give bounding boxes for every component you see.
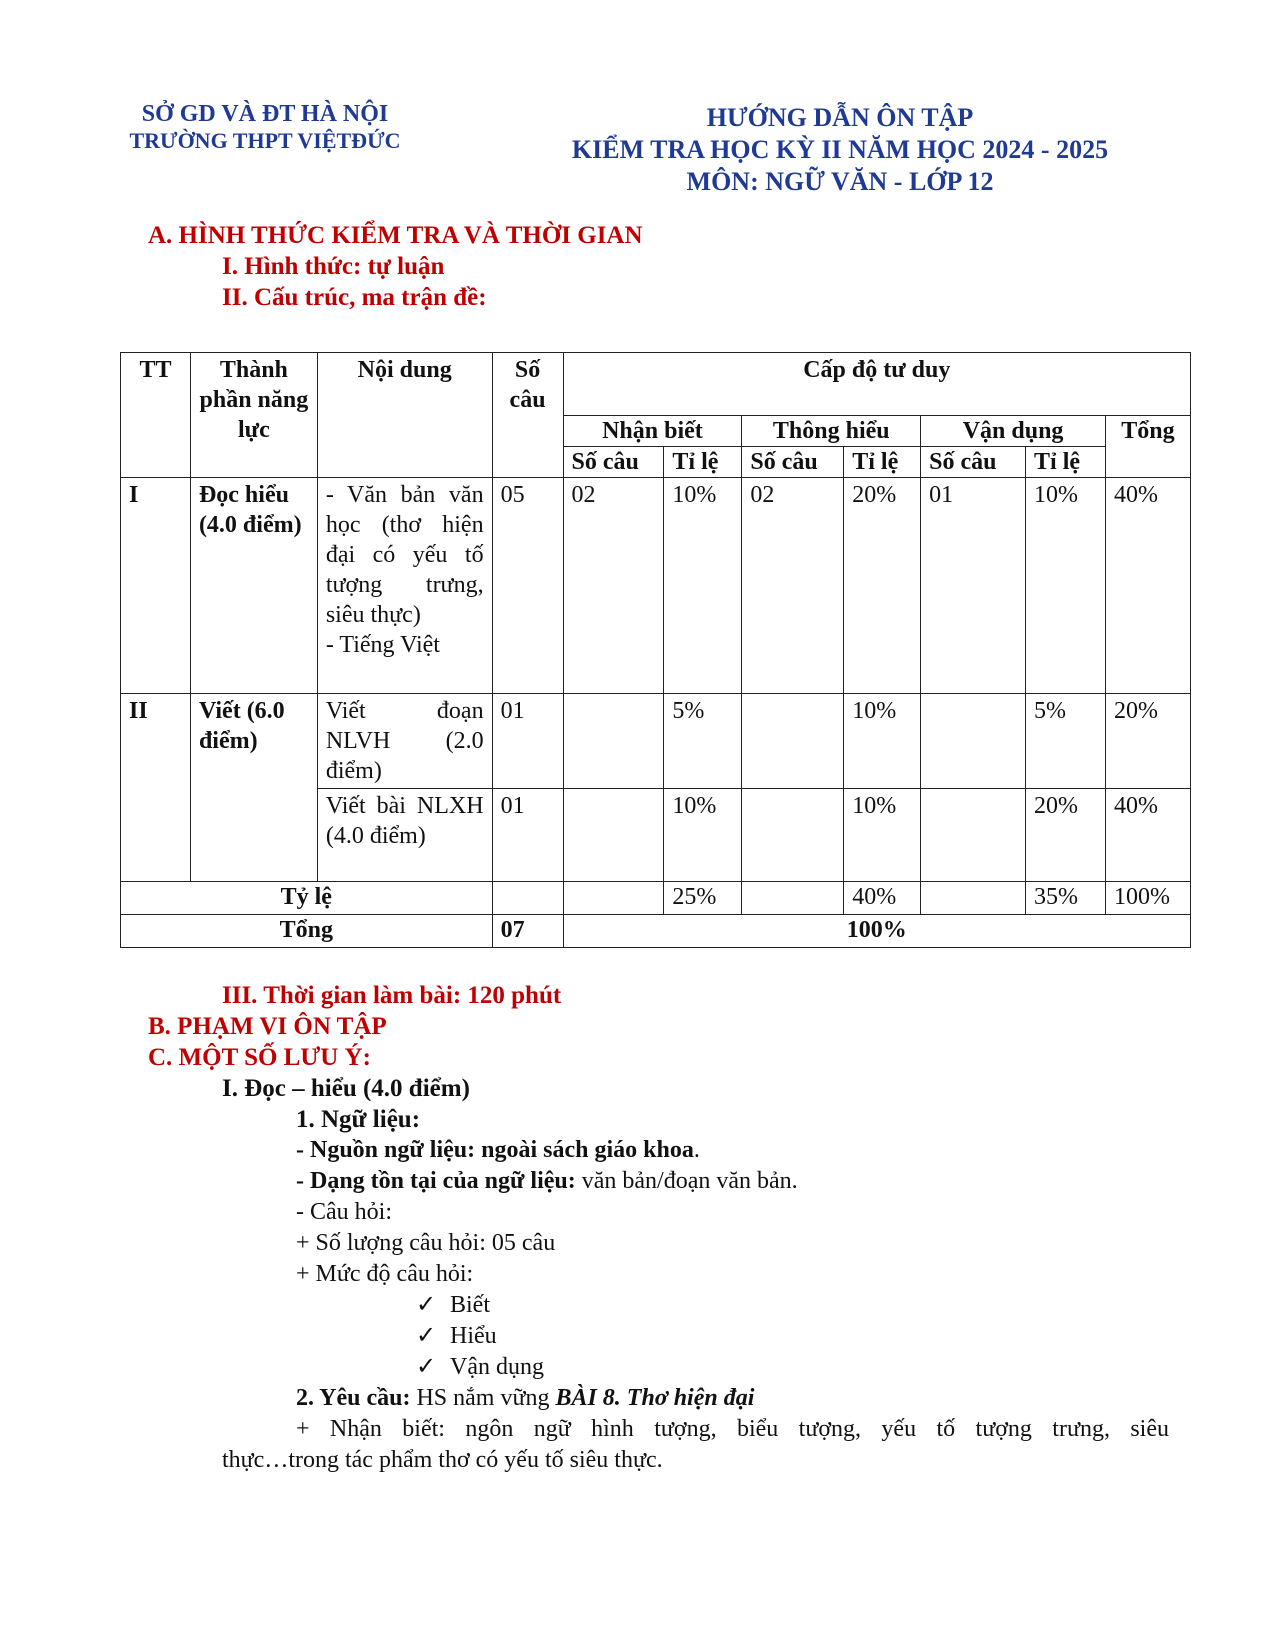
header-thanh-phan: Thành phần năng lực	[190, 353, 317, 478]
section-a-item3: III. Thời gian làm bài: 120 phút	[222, 982, 562, 1009]
nb-so-cau	[563, 694, 664, 789]
dang-label: - Dạng tồn tại của ngữ liệu:	[296, 1168, 576, 1194]
nhan-biet-line-2: thực…trong tác phẩm thơ có yếu tố siêu thực.	[222, 1447, 663, 1473]
yeu-cau-text: HS nắm vững	[410, 1385, 556, 1411]
nguon-end: .	[693, 1137, 700, 1163]
vd-so-cau: 01	[921, 478, 1026, 694]
nguon-ngu-lieu	[296, 1135, 700, 1165]
vd-ti-le: 20%	[1026, 789, 1106, 882]
vd-so-cau	[921, 789, 1026, 882]
header-so-cau: Số câu	[492, 353, 563, 478]
header-van-dung: Vận dụng	[921, 416, 1106, 447]
noi-dung-tieng-viet: - Tiếng Việt	[325, 632, 440, 658]
row-thanh-phan: Viết (6.0 điểm)	[190, 694, 317, 882]
section-c-title: C. MỘT SỐ LƯU Ý:	[148, 1044, 371, 1071]
th-so-cau	[742, 694, 844, 789]
doc-hieu-heading: I. Đọc – hiểu (4.0 điểm)	[222, 1075, 470, 1102]
row-noi-dung	[317, 478, 492, 694]
table-row-tong	[121, 915, 1191, 948]
school-name: TRƯỜNG THPT VIỆTĐỨC	[129, 128, 401, 153]
row-tt: I	[121, 478, 191, 694]
school-header	[120, 100, 410, 154]
th-so-cau: 02	[742, 478, 844, 694]
nhan-biet-line-1: + Nhận biết: ngôn ngữ hình tượng, biểu tượng, yếu tố tượng trưng, siêu	[296, 1416, 1169, 1442]
row-thanh-phan: Đọc hiểu (4.0 điểm)	[190, 478, 317, 694]
ty-le-label: Tỷ lệ	[121, 882, 493, 915]
dang-value: văn bản/đoạn văn bản.	[575, 1168, 798, 1194]
yeu-cau-label: 2. Yêu cầu:	[296, 1385, 411, 1411]
section-b-title: B. PHẠM VI ÔN TẬP	[148, 1013, 387, 1040]
th-ti-le: 10%	[844, 694, 921, 789]
level-label: Vận dụng	[450, 1354, 544, 1380]
sub-so-cau: Số câu	[742, 447, 844, 478]
list-item	[416, 1321, 497, 1351]
row-noi-dung: Viết đoạn NLVH (2.0 điểm)	[317, 694, 492, 789]
yeu-cau	[296, 1383, 754, 1413]
tong-value: 100%	[563, 915, 1190, 948]
vd-ti-le: 5%	[1026, 694, 1106, 789]
ty-le-th: 40%	[844, 882, 921, 915]
row-tong: 20%	[1105, 694, 1190, 789]
vd-ti-le: 10%	[1026, 478, 1106, 694]
level-label: Hiểu	[450, 1323, 497, 1349]
row-so-cau: 01	[492, 694, 563, 789]
table-row	[121, 694, 1191, 789]
section-a-item1: I. Hình thức: tự luận	[222, 253, 445, 280]
sub-ti-le: Tỉ lệ	[664, 447, 742, 478]
exam-matrix-table	[120, 352, 1191, 948]
dang-ton-tai	[296, 1166, 798, 1196]
ty-le-nb: 25%	[664, 882, 742, 915]
section-a-item2: II. Cấu trúc, ma trận đề:	[222, 284, 487, 311]
row-so-cau: 05	[492, 478, 563, 694]
row-so-cau: 01	[492, 789, 563, 882]
ty-le-empty	[742, 882, 844, 915]
checkmark-icon: ✓	[416, 1323, 437, 1349]
table-row	[121, 478, 1191, 694]
nb-so-cau: 02	[563, 478, 664, 694]
checkmark-icon: ✓	[416, 1354, 437, 1380]
nb-ti-le: 5%	[664, 694, 742, 789]
tong-so-cau: 07	[492, 915, 563, 948]
row-tong: 40%	[1105, 789, 1190, 882]
ty-le-so-cau	[492, 882, 563, 915]
table-row-ty-le	[121, 882, 1191, 915]
sub-so-cau: Số câu	[921, 447, 1026, 478]
header-noi-dung: Nội dung	[317, 353, 492, 478]
cau-hoi-label: - Câu hỏi:	[296, 1199, 392, 1225]
document-title	[560, 102, 1120, 198]
department-name: SỞ GD VÀ ĐT HÀ NỘI	[141, 101, 389, 127]
row-tong: 40%	[1105, 478, 1190, 694]
title-line-2: KIỂM TRA HỌC KỲ II NĂM HỌC 2024 - 2025	[571, 135, 1109, 164]
level-label: Biết	[450, 1292, 490, 1318]
tong-label: Tổng	[121, 915, 493, 948]
th-ti-le: 20%	[844, 478, 921, 694]
ty-le-tong: 100%	[1105, 882, 1190, 915]
header-thong-hieu: Thông hiểu	[742, 416, 921, 447]
th-ti-le: 10%	[844, 789, 921, 882]
sub-so-cau: Số câu	[563, 447, 664, 478]
nb-so-cau	[563, 789, 664, 882]
noi-dung-van-ban: - Văn bản văn học (thơ hiện đại có yếu tố tượng trưng, siêu thực)	[325, 482, 484, 628]
nb-ti-le: 10%	[664, 789, 742, 882]
header-tong: Tổng	[1105, 416, 1190, 478]
list-item	[416, 1352, 544, 1382]
title-line-3: MÔN: NGỮ VĂN - LỚP 12	[686, 167, 994, 196]
nguon-label: - Nguồn ngữ liệu: ngoài sách giáo khoa	[296, 1137, 694, 1163]
sub-ti-le: Tỉ lệ	[1026, 447, 1106, 478]
row-noi-dung: Viết bài NLXH (4.0 điểm)	[317, 789, 492, 882]
th-so-cau	[742, 789, 844, 882]
so-luong-cau-hoi: + Số lượng câu hỏi: 05 câu	[296, 1230, 556, 1256]
muc-do-cau-hoi: + Mức độ câu hỏi:	[296, 1261, 474, 1287]
ty-le-empty	[563, 882, 664, 915]
nb-ti-le: 10%	[664, 478, 742, 694]
section-a-title: A. HÌNH THỨC KIỂM TRA VÀ THỜI GIAN	[148, 222, 643, 249]
list-item	[416, 1290, 490, 1320]
ty-le-vd: 35%	[1026, 882, 1106, 915]
checkmark-icon: ✓	[416, 1292, 437, 1318]
header-cap-do: Cấp độ tư duy	[563, 353, 1190, 416]
header-nhan-biet: Nhận biết	[563, 416, 742, 447]
yeu-cau-lesson: BÀI 8. Thơ hiện đại	[555, 1385, 755, 1411]
ty-le-empty	[921, 882, 1026, 915]
vd-so-cau	[921, 694, 1026, 789]
ngu-lieu-heading: 1. Ngữ liệu:	[296, 1106, 421, 1133]
title-line-1: HƯỚNG DẪN ÔN TẬP	[706, 103, 974, 132]
sub-ti-le: Tỉ lệ	[844, 447, 921, 478]
row-tt: II	[121, 694, 191, 882]
header-tt: TT	[121, 353, 191, 478]
